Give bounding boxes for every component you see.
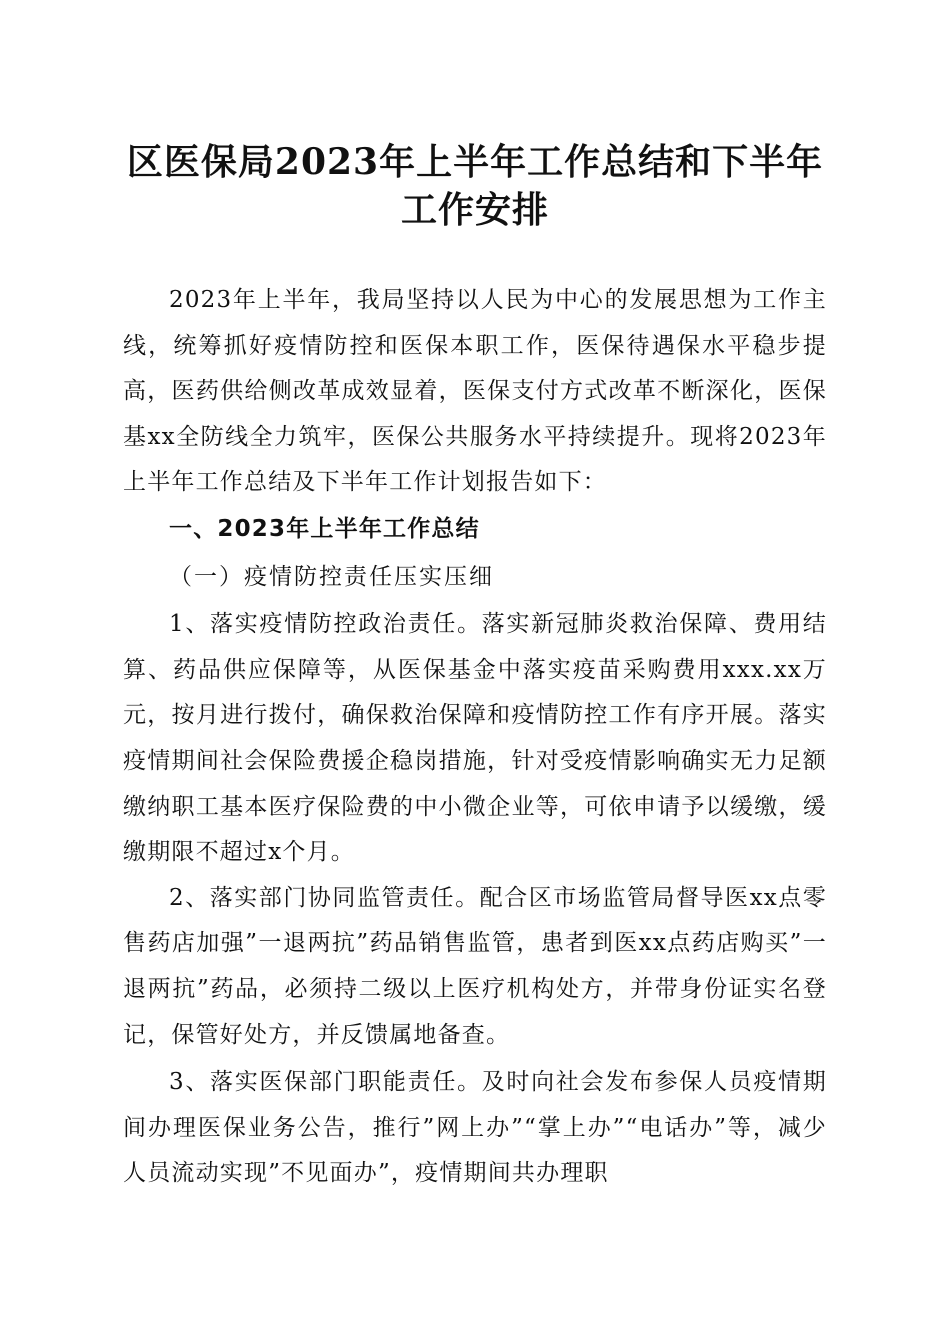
intro-paragraph: 2023年上半年，我局坚持以人民为中心的发展思想为工作主线，统筹抓好疫情防控和医保本职工作，医保待遇保水平稳步提高，医药供给侧改革成效显着，医保支付方式改革不断深化，医保基xx全防线全力筑牢，医保公共服务水平持续提升。现将2023年上半年工作总结及下半年工作计划报告如下： [123, 287, 827, 496]
body-paragraph: 1、落实疫情防控政治责任。落实新冠肺炎救治保障、费用结算、药品供应保障等，从医保基金中落实疫苗采购费用xxx.xx万元，按月进行拨付，确保救治保障和疫情防控工作有序开展。落实疫情期间社会保险费援企稳岗措施，针对受疫情影响确实无力足额缴纳职工基本医疗保险费的中小微企业等，可依申请予以缓缴，缓缴期限不超过x个月。 [123, 611, 827, 866]
subsection-heading: （一）疫情防控责任压实压细 [169, 563, 494, 590]
body-paragraph: 3、落实医保部门职能责任。及时向社会发布参保人员疫情期间办理医保业务公告，推行”网上办”“掌上办”“电话办”等，减少人员流动实现”不见面办”，疫情期间共办理职 [123, 1069, 827, 1187]
document-body [123, 278, 827, 1197]
document-title: 区医保局2023年上半年工作总结和下半年工作安排 [126, 141, 824, 231]
body-paragraph: 2、落实部门协同监管责任。配合区市场监管局督导医xx点零售药店加强”一退两抗”药品销售监管，患者到医xx点药店购买”一退两抗”药品，必须持二级以上医疗机构处方，并带身份证实名登记，保管好处方，并反馈属地备查。 [123, 884, 827, 1048]
section-heading: 一、2023年上半年工作总结 [169, 515, 480, 542]
